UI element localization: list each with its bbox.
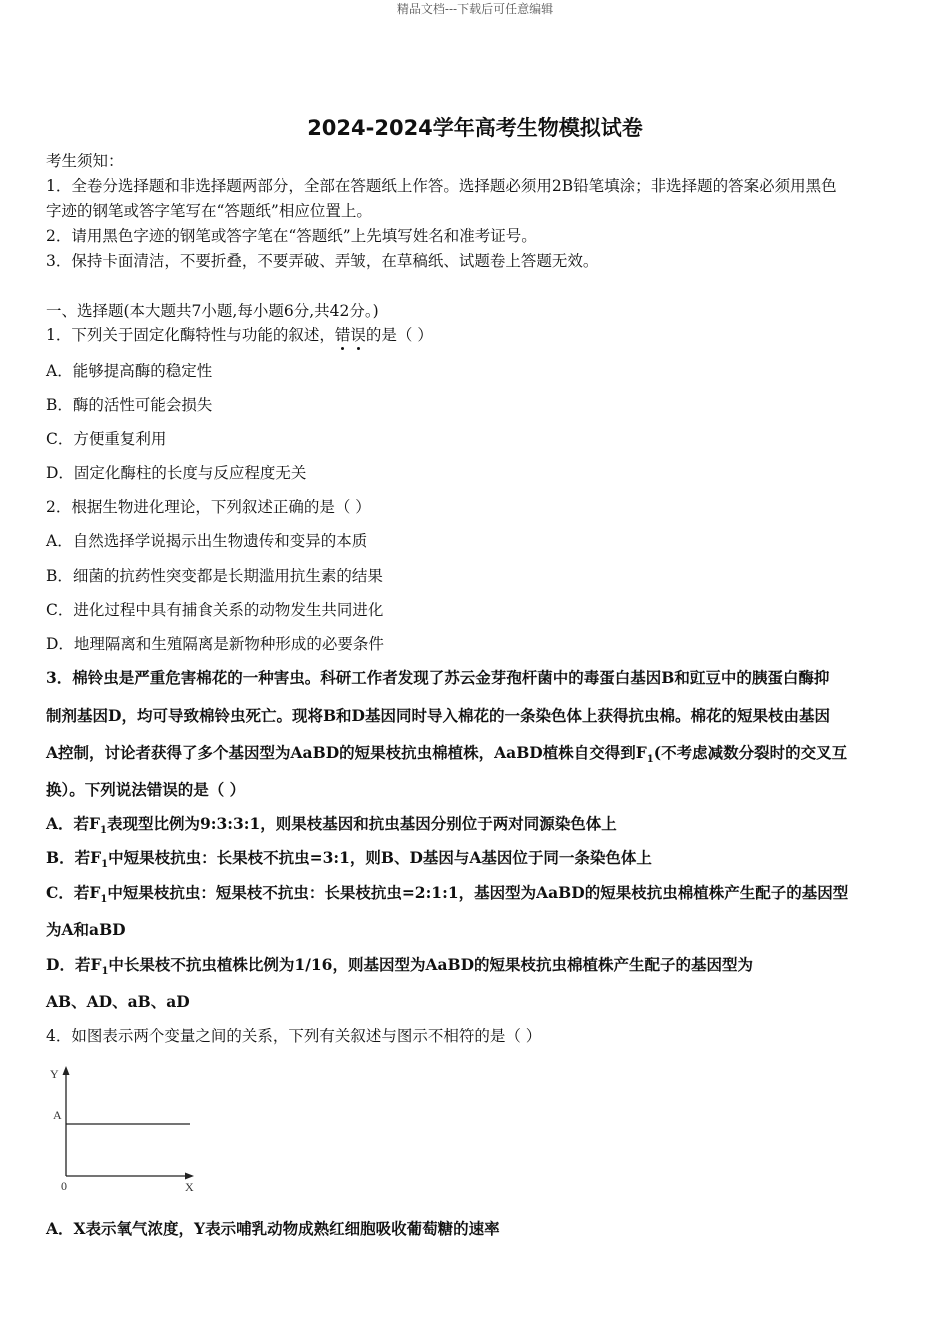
question-3-stem-line-3 (46, 742, 906, 771)
q3-a-sub: 1 (100, 825, 107, 837)
question-2-option-a: A．自然选择学说揭示出生物遗传和变异的本质 (46, 532, 368, 550)
question-3-stem-line-1: 3．棉铃虫是严重危害棉花的一种害虫。科研工作者发现了苏云金芽孢杆菌中的毒蛋白基因B和豇豆中的胰蛋白酶抑 (46, 668, 830, 687)
q3-c-post: 中短果枝抗虫：短果枝不抗虫：长果枝抗虫=2:1:1，基因型为AaBD的短果枝抗虫棉植株产生配子的基因型 (107, 883, 849, 902)
question-1-stem (46, 324, 906, 346)
notice-item-1-cont: 字迹的钢笔或答字笔写在“答题纸”相应位置上。 (46, 202, 372, 220)
q3-a-post: 表现型比例为9:3:3:1，则果枝基因和抗虫基因分别位于两对同源染色体上 (107, 814, 617, 833)
question-3-option-c (46, 882, 906, 911)
q3-d-sub: 1 (101, 966, 109, 978)
question-3-option-d (46, 954, 906, 983)
x-axis-label: X (185, 1180, 194, 1192)
question-4-option-a: A．X表示氧气浓度，Y表示哺乳动物成熟红细胞吸收葡萄糖的速率 (46, 1219, 500, 1238)
question-3-option-d-cont: AB、AD、aB、aD (46, 992, 190, 1011)
question-1-option-a: A．能够提高酶的稳定性 (46, 362, 213, 380)
question-2-option-b: B．细菌的抗药性突变都是长期滥用抗生素的结果 (46, 567, 383, 585)
question-2-stem: 2．根据生物进化理论，下列叙述正确的是（ ） (46, 498, 371, 516)
q3-l3-post: (不考虑减数分裂时的交叉互 (653, 743, 848, 762)
origin-label: 0 (61, 1179, 67, 1192)
q3-l3-pre: A控制，讨论者获得了多个基因型为AaBD的短果枝抗虫棉植株，AaBD植株自交得到F (46, 743, 647, 762)
q1-emphasis-char-2: 误 (350, 326, 366, 344)
section-heading: 一、选择题(本大题共7小题,每小题6分,共42分。) (46, 302, 379, 320)
notice-heading: 考生须知： (46, 152, 124, 170)
question-3-option-c-cont: 为A和aBD (46, 920, 126, 939)
watermark-header: 精品文档---下载后可任意编辑 (396, 2, 554, 16)
notice-item-2: 2．请用黑色字迹的钢笔或答字笔在“答题纸”上先填写姓名和准考证号。 (46, 227, 537, 245)
q3-l3-sub: 1 (646, 754, 654, 766)
question-4-stem: 4．如图表示两个变量之间的关系，下列有关叙述与图示不相符的是（ ） (46, 1027, 542, 1045)
notice-item-3: 3．保持卡面清洁，不要折叠，不要弄破、弄皱，在草稿纸、试题卷上答题无效。 (46, 252, 599, 270)
x-axis-arrow (185, 1173, 194, 1180)
q3-b-pre: B．若F (46, 848, 102, 867)
question-3-option-b (46, 847, 906, 876)
q3-c-pre: C．若F (46, 883, 101, 902)
q3-c-sub: 1 (100, 894, 108, 906)
q3-b-post: 中短果枝抗虫：长果枝不抗虫=3:1，则B、D基因与A基因位于同一条染色体上 (108, 848, 652, 867)
q1-stem-pre: 1．下列关于固定化酶特性与功能的叙述， (46, 326, 335, 344)
question-3-stem-line-2: 制剂基因D，均可导致棉铃虫死亡。现将B和D基因同时导入棉花的一条染色体上获得抗虫棉。棉花的短果枝由基因 (46, 706, 830, 725)
question-3-option-a (46, 813, 906, 842)
q1-stem-post: 的是（ ） (365, 326, 433, 344)
y-axis-arrow (63, 1066, 70, 1075)
question-2-option-d: D．地理隔离和生殖隔离是新物种形成的必要条件 (46, 635, 384, 653)
q3-d-post: 中长果枝不抗虫植株比例为1/16，则基因型为AaBD的短果枝抗虫棉植株产生配子的基因型为 (108, 955, 754, 974)
y-tick-label: A (53, 1108, 62, 1122)
question-4-graph (42, 1062, 212, 1192)
q3-a-pre: A．若F (46, 814, 101, 833)
notice-item-1: 1．全卷分选择题和非选择题两部分，全部在答题纸上作答。选择题必须用2B铅笔填涂；非选择题的答案必须用黑色 (46, 177, 837, 195)
page-title: 2024-2024学年高考生物模拟试卷 (307, 116, 643, 140)
question-1-option-b: B．酶的活性可能会损失 (46, 396, 213, 414)
q3-d-pre: D．若F (46, 955, 102, 974)
question-1-option-c: C．方便重复利用 (46, 430, 167, 448)
question-3-stem-line-4: 换）。下列说法错误的是（ ） (46, 780, 246, 799)
y-axis-label: Y (50, 1067, 59, 1081)
q3-b-sub: 1 (101, 859, 109, 871)
question-2-option-c: C．进化过程中具有捕食关系的动物发生共同进化 (46, 601, 384, 619)
q1-emphasis-char-1: 错 (334, 326, 351, 344)
question-1-option-d: D．固定化酶柱的长度与反应程度无关 (46, 464, 307, 482)
